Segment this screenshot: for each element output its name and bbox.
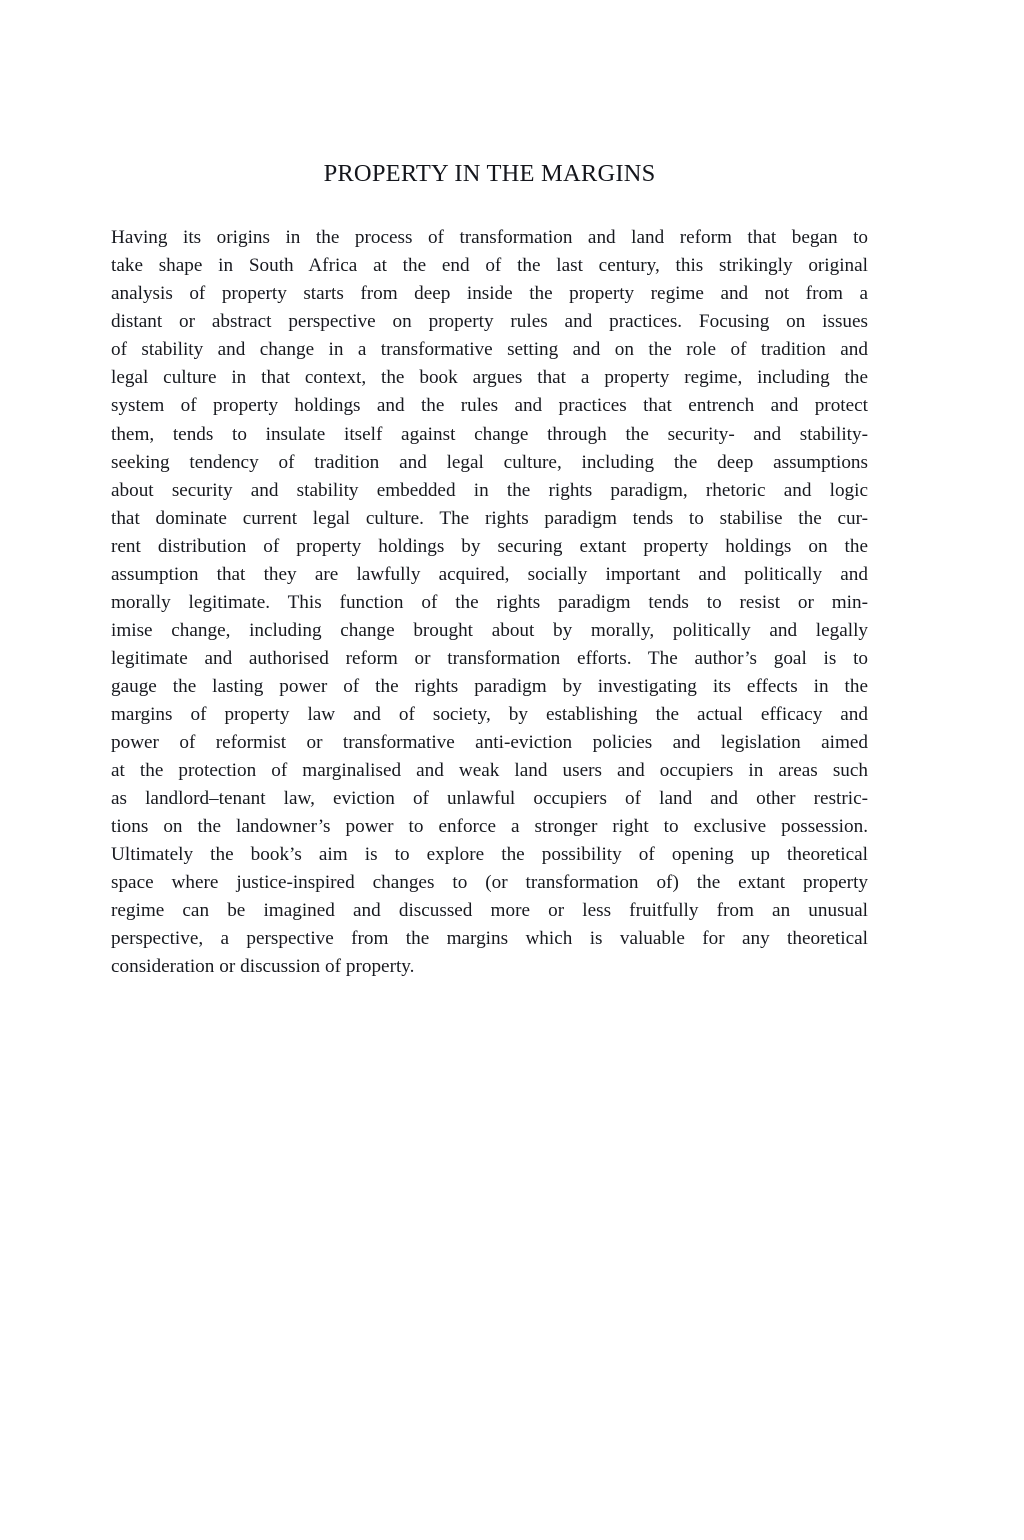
blurb-line: of stability and change in a transformative setting and on the role of tradition and <box>111 339 868 361</box>
blurb-line: take shape in South Africa at the end of the last century, this strikingly original <box>111 255 868 277</box>
blurb-line: rent distribution of property holdings by securing extant property holdings on the <box>111 535 868 557</box>
blurb-line: system of property holdings and the rules and practices that entrench and protect <box>111 395 868 417</box>
blurb-line: that dominate current legal culture. The rights paradigm tends to stabilise the cur- <box>111 507 868 529</box>
page-title: PROPERTY IN THE MARGINS <box>323 160 656 187</box>
blurb-line: legal culture in that context, the book argues that a property regime, including the <box>111 367 868 389</box>
blurb-line: margins of property law and of society, by establishing the actual efficacy and <box>111 703 868 725</box>
blurb-paragraph <box>111 188 868 981</box>
page-content <box>111 160 868 981</box>
blurb-line: them, tends to insulate itself against change through the security- and stability- <box>111 423 868 445</box>
blurb-line: Ultimately the book’s aim is to explore the possibility of opening up theoretical <box>111 844 868 866</box>
blurb-line: power of reformist or transformative anti-eviction policies and legislation aimed <box>111 732 868 754</box>
blurb-line: perspective, a perspective from the margins which is valuable for any theoretical <box>111 928 868 950</box>
blurb-line: legitimate and authorised reform or transformation efforts. The author’s goal is to <box>111 647 868 669</box>
blurb-line: distant or abstract perspective on property rules and practices. Focusing on issues <box>111 311 868 333</box>
blurb-line: imise change, including change brought about by morally, politically and legally <box>111 619 868 641</box>
blurb-line: regime can be imagined and discussed more or less fruitfully from an unusual <box>111 900 868 922</box>
blurb-line: about security and stability embedded in the rights paradigm, rhetoric and logic <box>111 479 868 501</box>
blurb-line: morally legitimate. This function of the rights paradigm tends to resist or min- <box>111 591 868 613</box>
blurb-line: analysis of property starts from deep inside the property regime and not from a <box>111 283 868 305</box>
blurb-line: assumption that they are lawfully acquired, socially important and politically and <box>111 563 868 585</box>
blurb-line: tions on the landowner’s power to enforce a stronger right to exclusive possession. <box>111 816 868 838</box>
blurb-line: at the protection of marginalised and weak land users and occupiers in areas such <box>111 760 868 782</box>
blurb-line: gauge the lasting power of the rights paradigm by investigating its effects in the <box>111 675 868 697</box>
blurb-line: as landlord–tenant law, eviction of unlawful occupiers of land and other restric- <box>111 788 868 810</box>
blurb-line: consideration or discussion of property. <box>111 956 415 978</box>
blurb-line: Having its origins in the process of transformation and land reform that began to <box>111 227 868 249</box>
blurb-line: space where justice-inspired changes to (or transformation of) the extant property <box>111 872 868 894</box>
blurb-line: seeking tendency of tradition and legal culture, including the deep assumptions <box>111 451 868 473</box>
